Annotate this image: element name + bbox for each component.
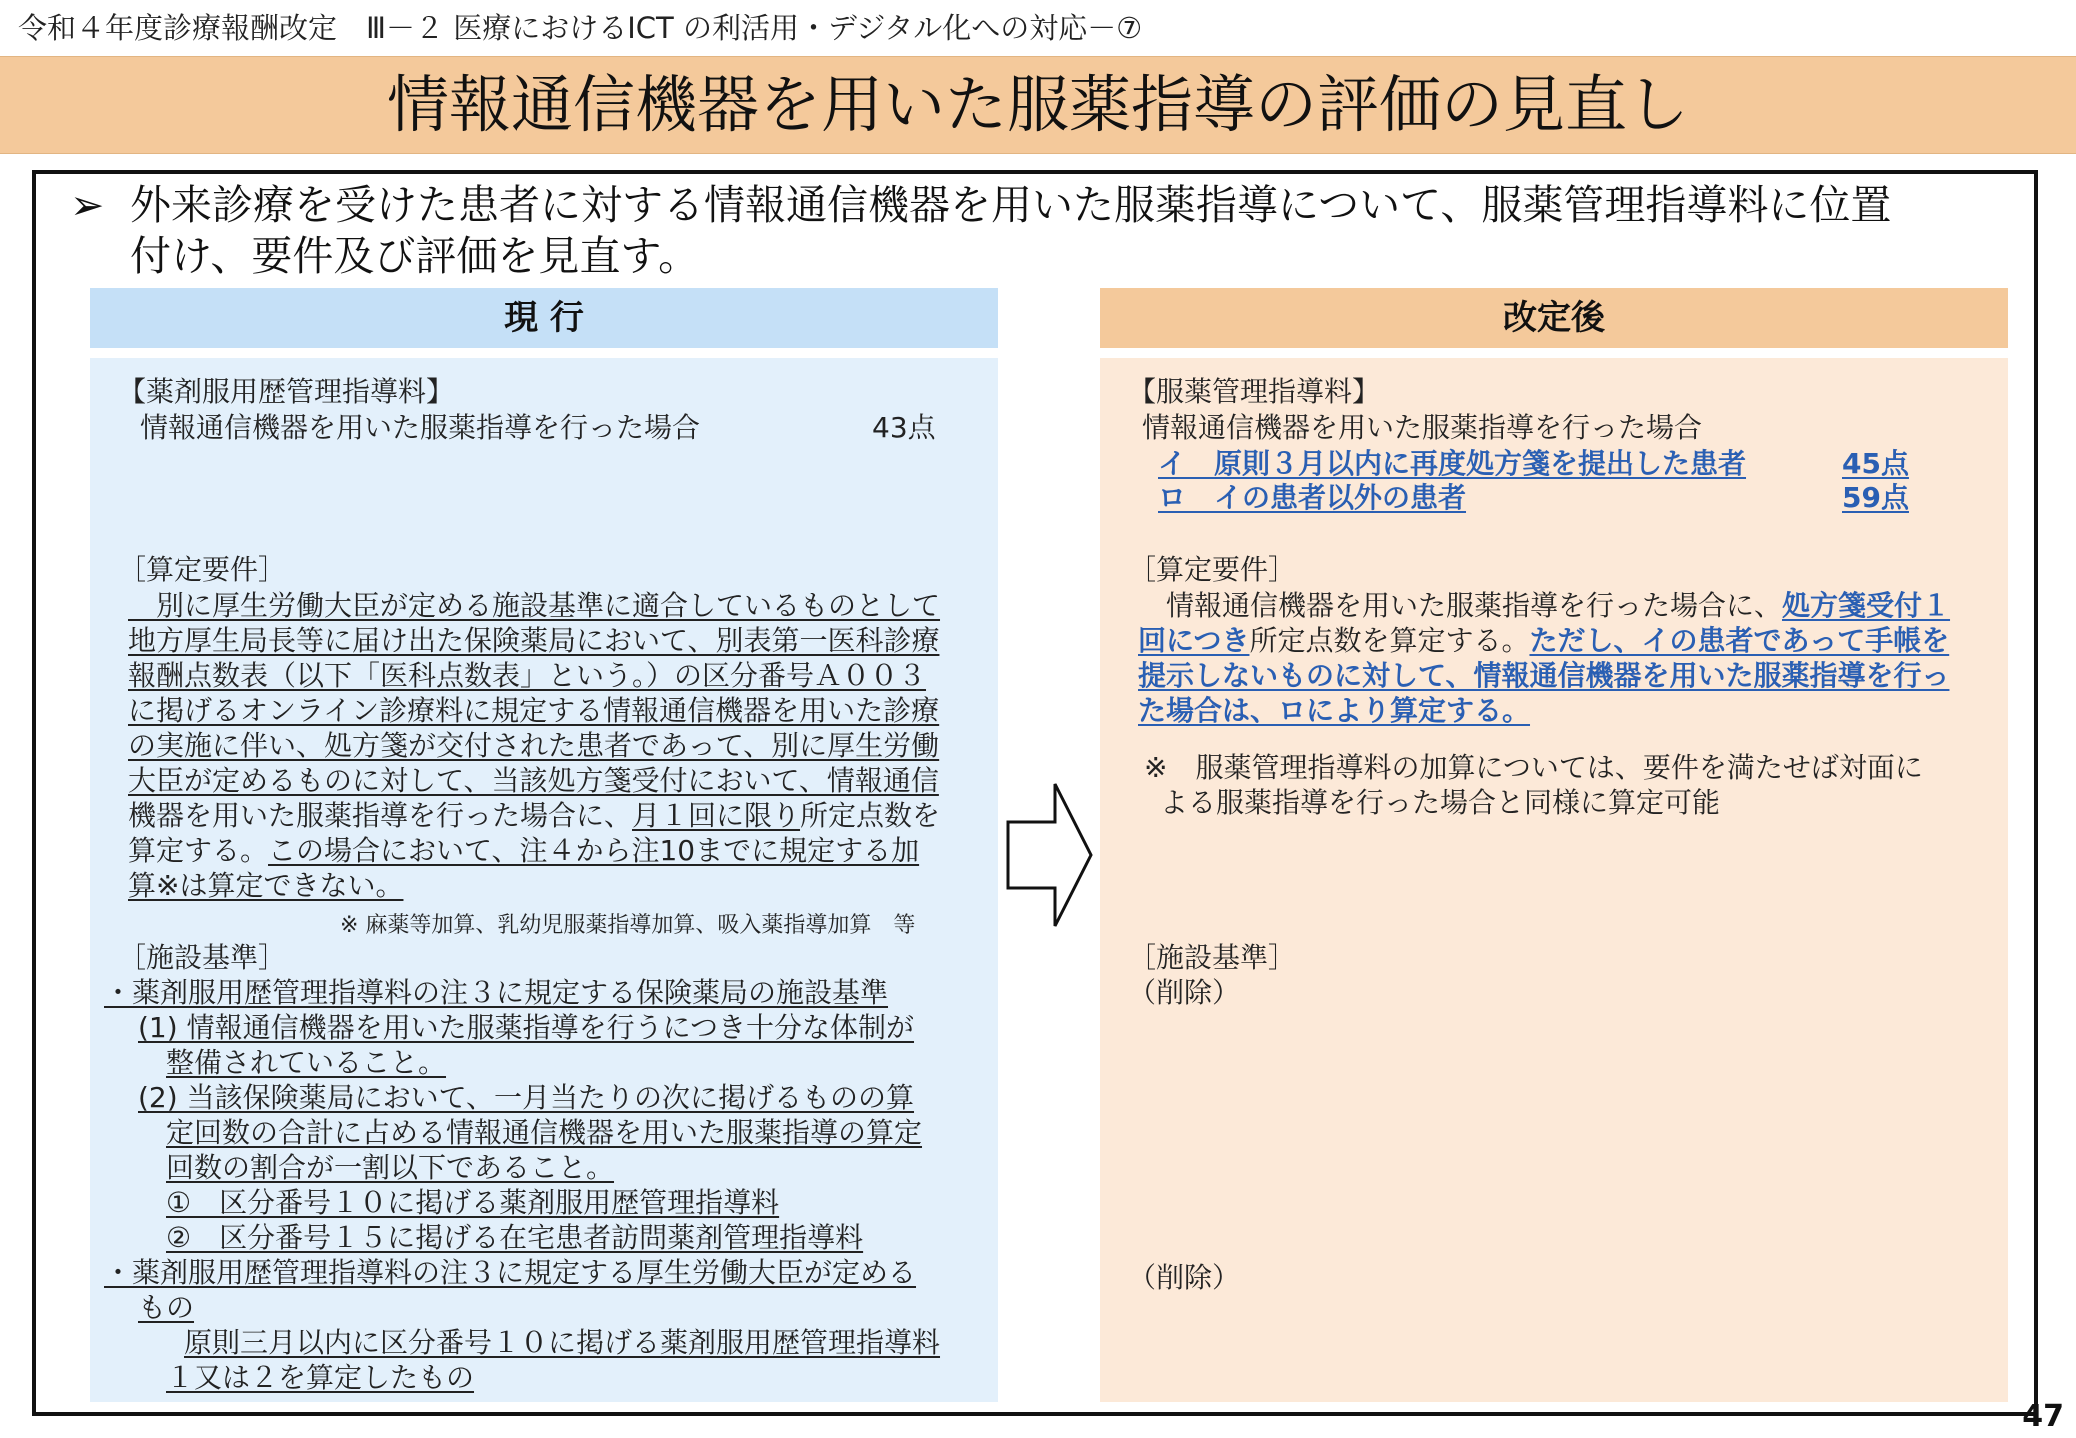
current-req-line bbox=[128, 833, 919, 869]
current-item-points: 43点 bbox=[872, 411, 936, 444]
revised-req-text: 所定点数を算定する。 bbox=[1249, 624, 1530, 657]
revised-req-highlight: ただし、イの患者であって手帳を bbox=[1529, 624, 1950, 657]
title-band bbox=[0, 56, 2076, 154]
revised-req-title: ［算定要件］ bbox=[1128, 553, 1297, 586]
current-heading: 現 行 bbox=[90, 288, 998, 348]
breadcrumb: 令和４年度診療報酬改定 Ⅲ－２ 医療におけるICT の利活用・デジタル化への対応－⑦ bbox=[18, 11, 1143, 45]
current-fac-line: 定回数の合計に占める情報通信機器を用いた服薬指導の算定 bbox=[166, 1116, 923, 1149]
revised-req-line: た場合は、ロにより算定する。 bbox=[1138, 694, 1531, 727]
current-req-text: 機器を用いた服薬指導を行った場合に、 bbox=[128, 799, 633, 832]
current-req-line bbox=[128, 798, 940, 834]
revised-option-ro-points: 59点 bbox=[1842, 481, 1909, 514]
current-req-addon-text: この場合において、注４から注10までに規定する加 bbox=[268, 834, 920, 867]
revised-heading: 改定後 bbox=[1100, 288, 2008, 348]
lead-line-2: 付け、要件及び評価を見直す。 bbox=[130, 232, 700, 280]
lead-summary bbox=[70, 180, 1970, 284]
revised-req-highlight: 回につき bbox=[1138, 624, 1250, 657]
page-number: 47 bbox=[2022, 1399, 2064, 1434]
revised-deleted-1: （削除） bbox=[1128, 976, 1241, 1009]
revised-item-title: 【服薬管理指導料】 bbox=[1128, 375, 1381, 408]
revised-req-highlight: 処方箋受付１ bbox=[1782, 589, 1951, 622]
current-fac-line: ・薬剤服用歴管理指導料の注３に規定する保険薬局の施設基準 bbox=[104, 976, 889, 1009]
bullet-arrow-icon: ➢ bbox=[70, 181, 105, 229]
current-fac-line: もの bbox=[138, 1291, 195, 1324]
current-fac-line: 整備されていること。 bbox=[166, 1046, 447, 1079]
revised-option-ro: ロ イの患者以外の患者 bbox=[1158, 481, 1467, 514]
revised-req-line bbox=[1138, 623, 1949, 659]
current-fac-line: １又は２を算定したもの bbox=[166, 1361, 475, 1394]
current-req-line: 別に厚生労働大臣が定める施設基準に適合しているものとして bbox=[128, 589, 941, 622]
lead-line-1: 外来診療を受けた患者に対する情報通信機器を用いた服薬指導について、服薬管理指導料に位置 bbox=[130, 181, 1892, 229]
revised-item-case: 情報通信機器を用いた服薬指導を行った場合 bbox=[1142, 411, 1703, 444]
current-req-text: 算定する。 bbox=[128, 834, 269, 867]
revised-req-line: 提示しないものに対して、情報通信機器を用いた服薬指導を行っ bbox=[1138, 659, 1950, 692]
current-item-case: 情報通信機器を用いた服薬指導を行った場合 bbox=[140, 411, 701, 444]
right-arrow-icon bbox=[1005, 780, 1095, 930]
current-req-line: 大臣が定めるものに対して、当該処方箋受付において、情報通信 bbox=[128, 764, 939, 797]
current-req-line: 報酬点数表（以下「医科点数表」という。）の区分番号Ａ００３ bbox=[128, 659, 927, 692]
current-fac-line: ・薬剤服用歴管理指導料の注３に規定する厚生労働大臣が定める bbox=[104, 1256, 917, 1289]
current-req-line: に掲げるオンライン診療料に規定する情報通信機器を用いた診療 bbox=[128, 694, 940, 727]
current-fac-title: ［施設基準］ bbox=[118, 941, 287, 974]
revised-panel bbox=[1100, 354, 2008, 1402]
current-req-note: ※ 麻薬等加算、乳幼児服薬指導加算、吸入薬指導加算 等 bbox=[340, 913, 916, 938]
current-req-limit: 月１回に限り bbox=[632, 799, 801, 832]
current-fac-line: 原則三月以内に区分番号１０に掲げる薬剤服用歴管理指導料 bbox=[184, 1326, 941, 1359]
current-fac-line: ① 区分番号１０に掲げる薬剤服用歴管理指導料 bbox=[166, 1186, 780, 1219]
revised-req-text: 情報通信機器を用いた服薬指導を行った場合に、 bbox=[1138, 589, 1783, 622]
current-fac-line: (1) 情報通信機器を用いた服薬指導を行うにつき十分な体制が bbox=[138, 1011, 915, 1044]
current-item-title: 【薬剤服用歴管理指導料】 bbox=[118, 375, 455, 408]
current-req-title: ［算定要件］ bbox=[118, 553, 287, 586]
current-req-line: の実施に伴い、処方箋が交付された患者であって、別に厚生労働 bbox=[128, 729, 940, 762]
revised-req-line bbox=[1138, 588, 1950, 624]
revised-deleted-2: （削除） bbox=[1128, 1261, 1241, 1294]
revised-option-i: イ 原則３月以内に再度処方箋を提出した患者 bbox=[1158, 447, 1747, 480]
current-fac-line: 回数の割合が一割以下であること。 bbox=[166, 1151, 615, 1184]
current-panel bbox=[90, 354, 998, 1402]
current-req-line: 地方厚生局長等に届け出た保険薬局において、別表第一医科診療 bbox=[128, 624, 940, 657]
page-title: 情報通信機器を用いた服薬指導の評価の見直し bbox=[386, 68, 1689, 141]
revised-fac-title: ［施設基準］ bbox=[1128, 941, 1297, 974]
revised-note-line: ※ 服薬管理指導料の加算については、要件を満たせば対面に bbox=[1144, 751, 1923, 784]
revised-note-line: よる服薬指導を行った場合と同様に算定可能 bbox=[1160, 786, 1721, 819]
current-req-line: 算※は算定できない。 bbox=[128, 869, 404, 902]
current-fac-line: (2) 当該保険薬局において、一月当たりの次に掲げるものの算 bbox=[138, 1081, 915, 1114]
current-fac-line: ② 区分番号１５に掲げる在宅患者訪問薬剤管理指導料 bbox=[166, 1221, 864, 1254]
current-req-text: 所定点数を bbox=[800, 799, 941, 832]
revised-option-i-points: 45点 bbox=[1842, 447, 1909, 480]
